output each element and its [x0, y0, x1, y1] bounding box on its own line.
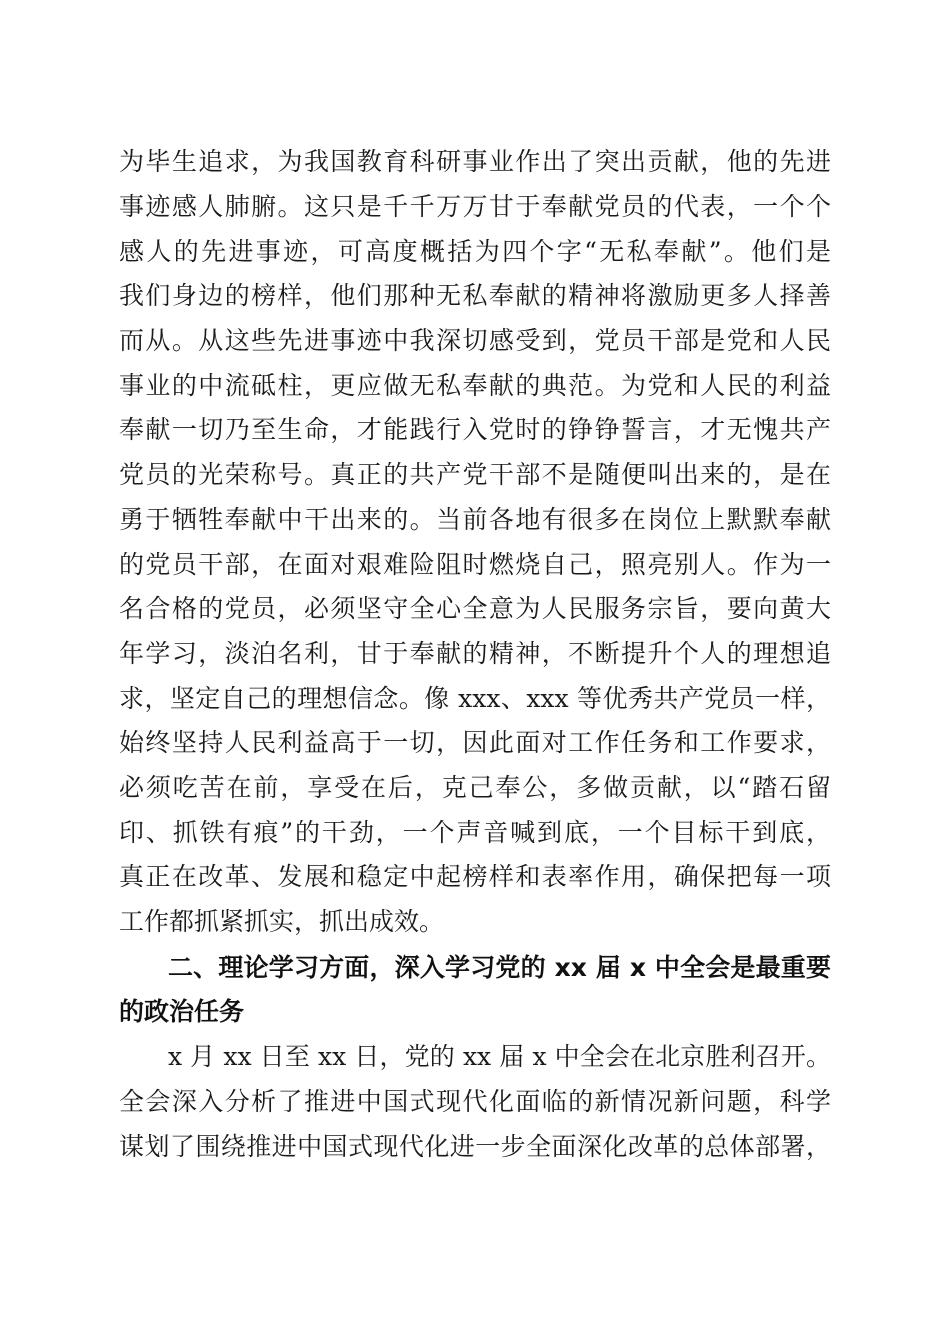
section-heading: 二、理论学习方面，深入学习党的 xx 届 x 中全会是最重要	[168, 953, 831, 982]
paragraph-line: 而从。从这些先进事迹中我深切感受到，党员干部是党和人民	[119, 326, 831, 355]
paragraph-line: 为毕生追求，为我国教育科研事业作出了突出贡献，他的先进	[119, 147, 831, 176]
paragraph-line: 名合格的党员，必须坚守全心全意为人民服务宗旨，要向黄大	[119, 594, 831, 623]
paragraph-line: 工作都抓紧抓实，抓出成效。	[119, 907, 445, 936]
paragraph-line: 党员的光荣称号。真正的共产党干部不是随便叫出来的，是在	[119, 460, 831, 489]
paragraph-line: x 月 xx 日至 xx 日，党的 xx 届 x 中全会在北京胜利召开。	[168, 1042, 831, 1071]
paragraph-line: 奉献一切乃至生命，才能践行入党时的铮铮誓言，才无愧共产	[119, 415, 831, 444]
paragraph-line: 谋划了围绕推进中国式现代化进一步全面深化改革的总体部署，	[119, 1132, 831, 1161]
paragraph-line: 事业的中流砥柱，更应做无私奉献的典范。为党和人民的利益	[119, 371, 831, 400]
paragraph-line: 的党员干部，在面对艰难险阻时燃烧自己，照亮别人。作为一	[119, 550, 831, 579]
paragraph-line: 真正在改革、发展和稳定中起榜样和表率作用，确保把每一项	[119, 862, 831, 891]
paragraph-line: 年学习，淡泊名利，甘于奉献的精神，不断提升个人的理想追	[119, 639, 831, 668]
paragraph-line: 勇于牺牲奉献中干出来的。当前各地有很多在岗位上默默奉献	[119, 505, 831, 534]
paragraph-line: 求，坚定自己的理想信念。像 xxx、xxx 等优秀共产党员一样，	[119, 684, 831, 713]
paragraph-line: 我们身边的榜样，他们那种无私奉献的精神将激励更多人择善	[119, 281, 831, 310]
paragraph-line: 始终坚持人民利益高于一切，因此面对工作任务和工作要求，	[119, 728, 831, 757]
paragraph-line: 全会深入分析了推进中国式现代化面临的新情况新问题，科学	[119, 1087, 831, 1116]
paragraph-line: 印、抓铁有痕”的干劲，一个声音喊到底，一个目标干到底，	[119, 818, 831, 847]
section-heading: 的政治任务	[119, 997, 245, 1026]
paragraph-line: 事迹感人肺腑。这只是千千万万甘于奉献党员的代表，一个个	[119, 192, 831, 221]
paragraph-line: 必须吃苦在前，享受在后，克己奉公，多做贡献，以“踏石留	[119, 773, 831, 802]
paragraph-line: 感人的先进事迹，可高度概括为四个字“无私奉献”。他们是	[119, 237, 831, 266]
